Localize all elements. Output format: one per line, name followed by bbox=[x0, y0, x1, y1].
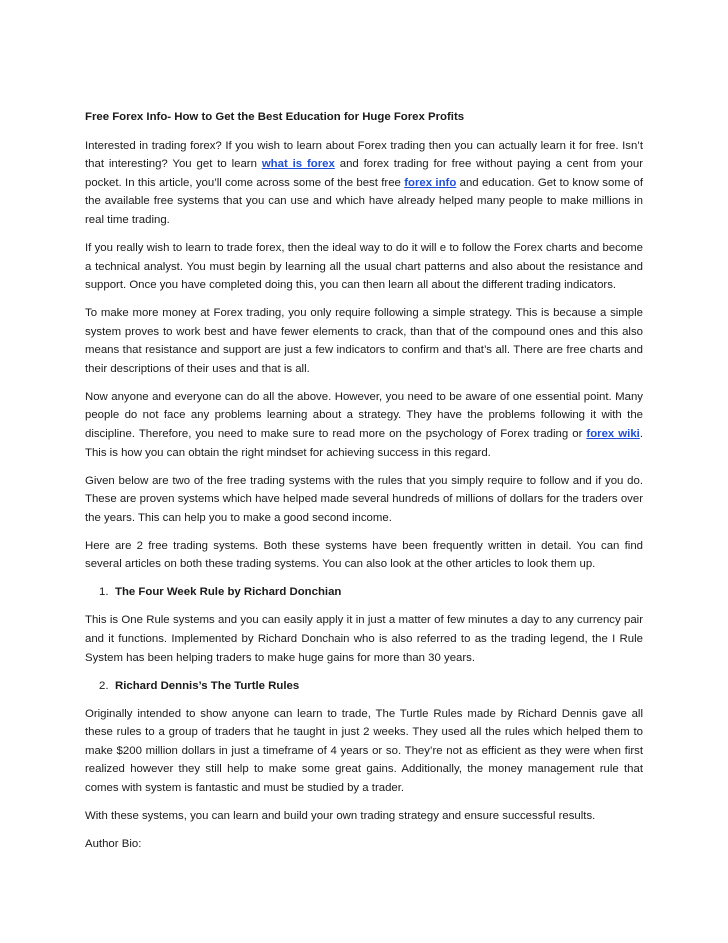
paragraph-discipline-text-1: Now anyone and everyone can do all the above. However, you need to be aware of one essential point. Many people do not face any problems learning about a strategy. They have the problems following it with the discipline. Therefore, you need to make sure to read more on the psychology of Forex trading or bbox=[85, 390, 643, 441]
paragraph-two-systems: Here are 2 free trading systems. Both these systems have been frequently written in detail. You can find several articles on both these trading systems. You can also look at the other articles to look them up. bbox=[85, 539, 643, 571]
list-item-turtle-rules bbox=[85, 677, 643, 696]
list-item-label: Richard Dennis’s The Turtle Rules bbox=[115, 679, 300, 692]
list-item-four-week-rule bbox=[85, 583, 643, 602]
paragraph-one-rule: This is One Rule systems and you can easily apply it in just a matter of few minutes a day to any currency pair and it functions. Implemented by Richard Donchain who is also referred to as the trading legend, the I Rule System has been helping traders to make huge gains for more than 30 years. bbox=[85, 614, 643, 664]
document-title: Free Forex Info- How to Get the Best Education for Huge Forex Profits bbox=[85, 111, 465, 123]
paragraph-discipline bbox=[85, 388, 643, 462]
list-number: 2. bbox=[99, 679, 109, 692]
paragraph-charts: If you really wish to learn to trade forex, then the ideal way to do it will e to follow the Forex charts and become a technical analyst. You must begin by learning all the usual chart patterns and also about the resistance and support. Once you have completed doing this, you can then learn all about the different trading indicators. bbox=[85, 241, 643, 292]
paragraph-systems-intro: Given below are two of the free trading systems with the rules that you simply require to follow and if you do. These are proven systems which have helped made several hundreds of millions of dollars for the traders over the years. This can help you to make a good second income. bbox=[85, 474, 643, 524]
what-is-forex-link[interactable]: what is forex bbox=[261, 158, 335, 171]
paragraph-intro bbox=[85, 137, 643, 230]
paragraph-discipline-text-2: . This is how you can obtain the right mindset for achieving success in this regard. bbox=[85, 428, 643, 459]
author-bio-label: Author Bio: bbox=[85, 837, 142, 850]
document-page bbox=[85, 108, 643, 863]
paragraph-intro-text-1: Interested in trading forex? If you wish to learn about Forex trading then you can actually learn it for free. Isn’t that interesting? You get to learn bbox=[85, 139, 643, 171]
paragraph-intro-text-3: and education. Get to know some of the available free systems that you can use and which have already helped many people to make millions in real time trading. bbox=[85, 176, 643, 226]
paragraph-intro-text-2: and forex trading for free without paying a cent from your pocket. In this article, you’ll come across some of the best free bbox=[85, 158, 643, 189]
paragraph-conclusion: With these systems, you can learn and build your own trading strategy and ensure successful results. bbox=[85, 809, 596, 822]
paragraph-turtle: Originally intended to show anyone can learn to trade, The Turtle Rules made by Richard Dennis gave all these rules to a group of traders that he taught in just 2 weeks. They used all the rules which helped them to make $200 million dollars in just a timeframe of 4 years or so. They’re not as efficient as they were when first realized however they still help to make some great gains. Additionally, the money management rule that comes with system is fantastic and must be studied by a trader. bbox=[85, 707, 643, 794]
forex-wiki-link[interactable]: forex wiki bbox=[586, 428, 640, 441]
paragraph-strategy: To make more money at Forex trading, you only require following a simple strategy. This is because a simple system proves to work best and have fewer elements to crack, than that of the compound ones and this also means that resistance and support are just a few indicators to confirm and that’s all. There are free charts and their descriptions of their uses and that is all. bbox=[85, 307, 643, 375]
list-item-label: The Four Week Rule by Richard Donchian bbox=[115, 586, 342, 599]
list-number: 1. bbox=[99, 586, 109, 599]
forex-info-link[interactable]: forex info bbox=[404, 176, 457, 189]
